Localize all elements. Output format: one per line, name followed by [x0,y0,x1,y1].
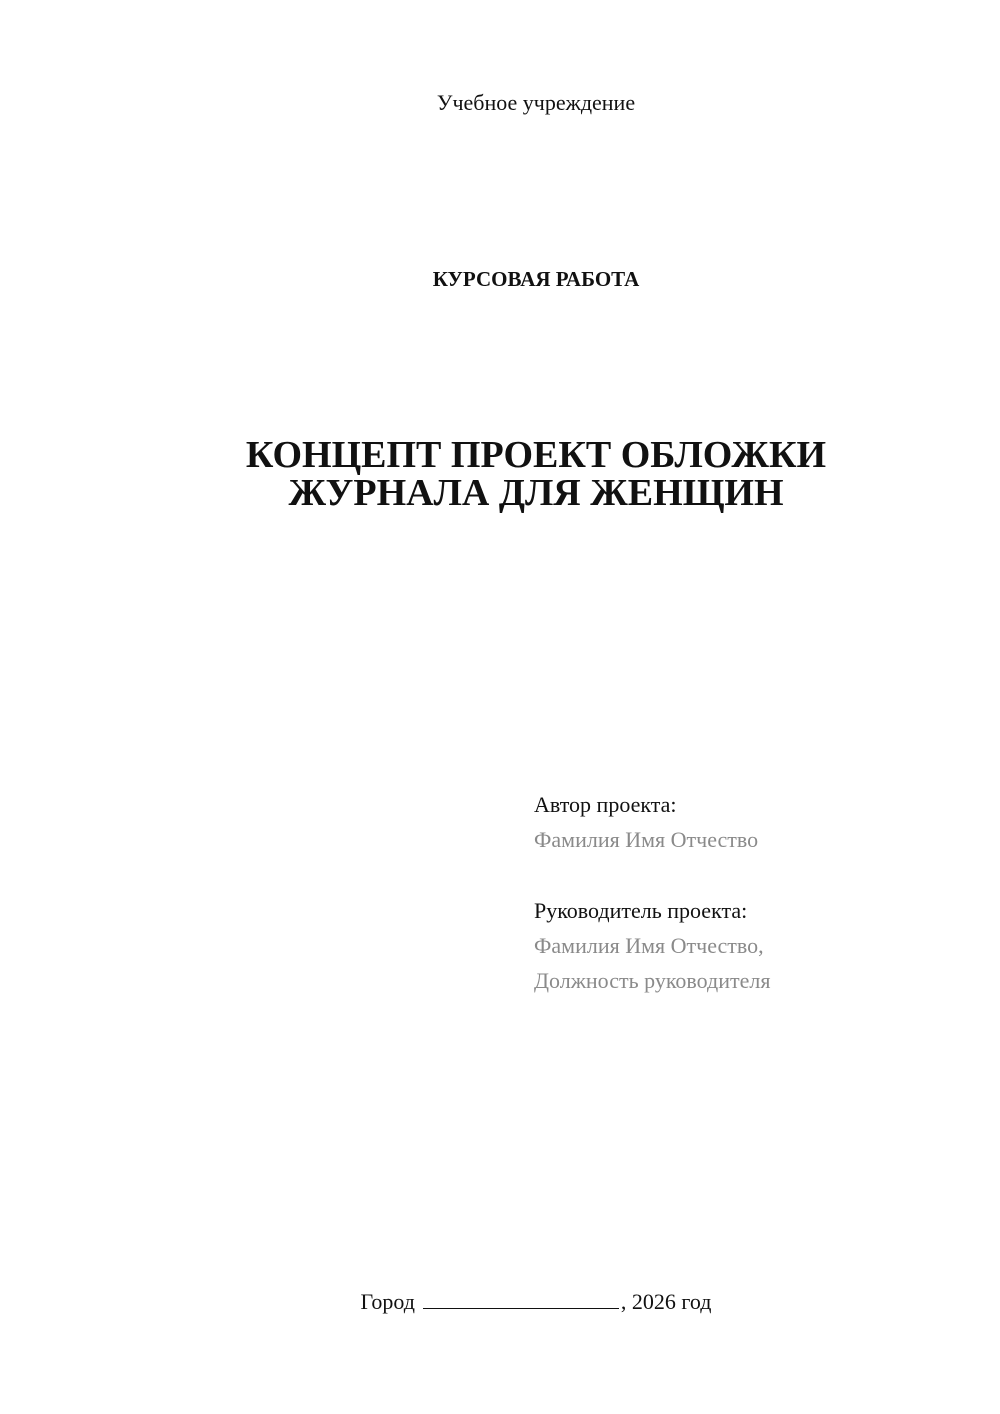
supervisor-label: Руководитель проекта: [534,898,748,923]
city-blank-line [423,1288,619,1309]
footer-city-year [0,1288,1000,1315]
author-label: Автор проекта: [534,792,677,817]
institution-name: Учебное учреждение [436,90,636,115]
document-title [0,436,1000,512]
work-type-heading: КУРСОВАЯ РАБОТА [432,267,640,291]
title-line-2: ЖУРНАЛА ДЛЯ ЖЕНЩИН [288,472,784,514]
city-label: Город [360,1289,415,1314]
author-block [534,787,758,857]
year-text: , 2026 год [620,1289,712,1314]
supervisor-position: Должность руководителя [534,968,771,993]
supervisor-block [534,893,770,998]
title-line-1: КОНЦЕПТ ПРОЕКТ ОБЛОЖКИ [245,434,827,476]
author-name: Фамилия Имя Отчество [534,827,759,852]
supervisor-name: Фамилия Имя Отчество, [534,933,764,958]
